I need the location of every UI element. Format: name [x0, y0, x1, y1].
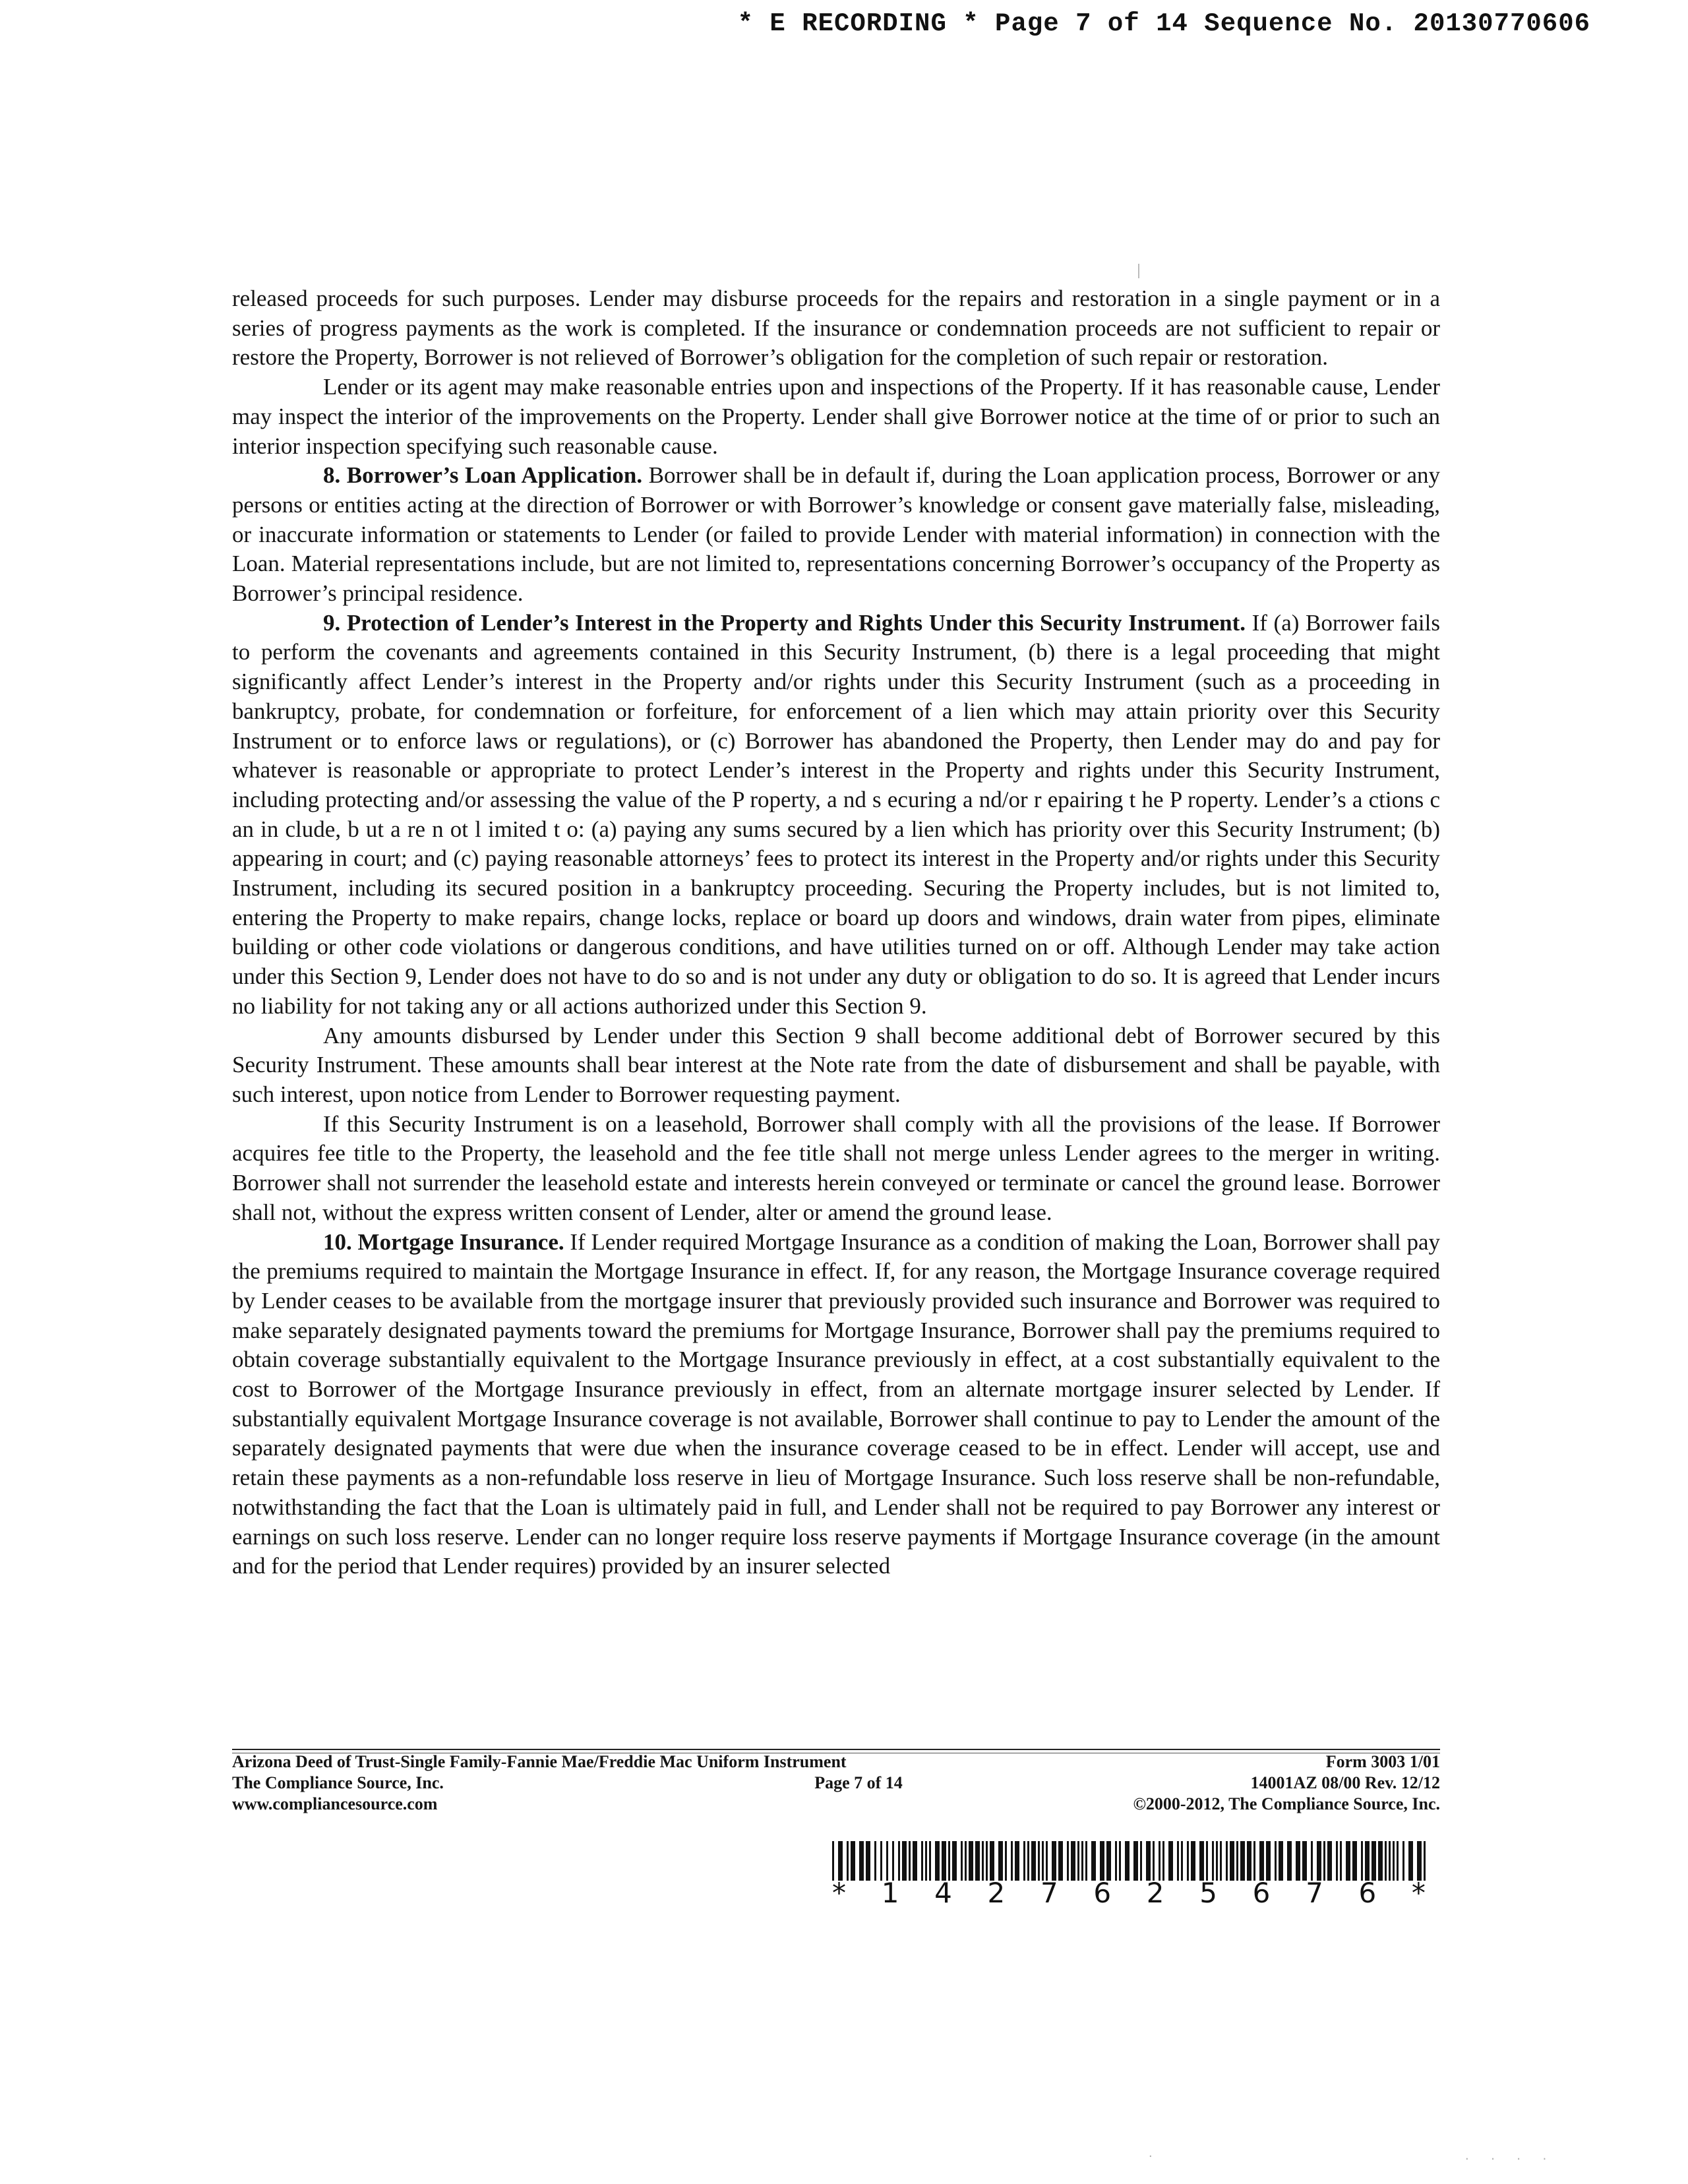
form-title: Arizona Deed of Trust-Single Family-Fannie Mae/Freddie Mac Uniform Instrument [232, 1752, 847, 1771]
barcode-bar [1378, 1841, 1383, 1881]
barcode-bar [1046, 1841, 1048, 1881]
paragraph-inspections: Lender or its agent may make reasonable entries upon and inspections of the Property. If it has reasonable cause, Lender may inspect the interior of the improvements on the Property. Lender shall give Borrower notice at the time of or prior to such an interior inspection specifying such reasonable cause. [232, 374, 1440, 459]
barcode-bar [1199, 1841, 1204, 1881]
barcode-bar [1052, 1841, 1056, 1881]
barcode-bar [1336, 1841, 1338, 1881]
barcode-bar [1424, 1841, 1426, 1881]
barcode-bar [935, 1841, 940, 1881]
barcode-bar [1159, 1841, 1160, 1881]
barcode-bar [1372, 1841, 1376, 1881]
barcode-bar [929, 1841, 931, 1881]
barcode-char: 6 [1093, 1877, 1112, 1909]
barcode-bar [913, 1841, 917, 1881]
section-10-heading: 10. Mortgage Insurance. [323, 1228, 564, 1255]
barcode-bar [1317, 1841, 1321, 1881]
barcode-bar [1058, 1841, 1063, 1881]
barcode-bar [892, 1841, 894, 1881]
barcode-bar [1081, 1841, 1083, 1881]
barcode-bar [1115, 1841, 1117, 1881]
barcode-bar [925, 1841, 927, 1881]
form-code: 14001AZ 08/00 Rev. 12/12 [1250, 1773, 1440, 1792]
barcode-bar [1287, 1841, 1292, 1881]
barcode-bar [1031, 1841, 1036, 1881]
barcode-bar [1181, 1841, 1183, 1881]
barcode-bar [851, 1841, 855, 1881]
barcode-bar [1327, 1841, 1332, 1881]
barcode-bar [1240, 1841, 1245, 1881]
page-number: Page 7 of 14 [814, 1773, 903, 1792]
barcode-bar [1402, 1841, 1404, 1881]
barcode-bar [1253, 1841, 1255, 1881]
barcode-bar [1340, 1841, 1342, 1881]
barcode-bar [965, 1841, 967, 1881]
barcode-char: * [1411, 1877, 1426, 1909]
barcode-bar [902, 1841, 907, 1881]
barcode-bar [1266, 1841, 1271, 1881]
barcode-bar [1279, 1841, 1283, 1881]
barcode-bar [1038, 1841, 1040, 1881]
barcode-char: 5 [1199, 1877, 1217, 1909]
barcode-bar [1393, 1841, 1395, 1881]
paragraph-amounts-disbursed: Any amounts disbursed by Lender under this Section 9 shall become additional debt of Borrower secured by this Security Instrument. These amounts shall bear interest at the Note rate from the date of disbursement and shall be payable, with such interest, upon notice from Lender to Borrower requesting payment. [232, 1022, 1440, 1107]
barcode-bar [1191, 1841, 1195, 1881]
barcode-bar [1408, 1841, 1413, 1881]
barcode-bar [1352, 1841, 1357, 1881]
barcode [832, 1841, 1426, 1881]
barcode-bar [1259, 1841, 1264, 1881]
paragraph-leasehold: If this Security Instrument is on a leasehold, Borrower shall comply with all the provisions of the lease. If Borrower acquires fee title to the Property, the leasehold and the fee title shall not merge unless Lender agrees to the merger in writing. Borrower shall not surrender the leasehold estate and interests herein conveyed or terminate or cancel the ground lease. Borrower shall not, without the express written consent of Lender, alter or amend the ground lease. [232, 1110, 1440, 1225]
form-footer [232, 1751, 1440, 1815]
barcode-bar [866, 1841, 870, 1881]
recording-header: * E RECORDING * Page 7 of 14 Sequence No. 20130770606 [737, 9, 1590, 38]
barcode-bar [1100, 1841, 1104, 1881]
barcode-bar [1397, 1841, 1399, 1881]
barcode-bar [1153, 1841, 1155, 1881]
section-9 [232, 609, 1440, 1021]
barcode-bar [1042, 1841, 1044, 1881]
barcode-bar [921, 1841, 923, 1881]
barcode-bar [1323, 1841, 1325, 1881]
section-9-heading: 9. Protection of Lender’s Interest in the Property and Rights Under this Security Instrument. [323, 609, 1246, 636]
barcode-bar [948, 1841, 950, 1881]
barcode-bar [1311, 1841, 1313, 1881]
barcode-bar [874, 1841, 876, 1881]
barcode-bar [961, 1841, 963, 1881]
barcode-char: 2 [1146, 1877, 1164, 1909]
section-8 [232, 461, 1440, 609]
barcode-bar [886, 1841, 888, 1881]
barcode-bar [859, 1841, 864, 1881]
barcode-bar [1168, 1841, 1173, 1881]
barcode-bar [847, 1841, 849, 1881]
barcode-bar [1365, 1841, 1370, 1881]
barcode-bar [1187, 1841, 1189, 1881]
scan-artifact-dots: . [1147, 2148, 1160, 2160]
barcode-bar [1417, 1841, 1422, 1881]
barcode-bar [1302, 1841, 1307, 1881]
barcode-bar [1220, 1841, 1222, 1881]
barcode-bar [1005, 1841, 1007, 1881]
barcode-bar [1015, 1841, 1019, 1881]
barcode-bar [969, 1841, 973, 1881]
barcode-bar [1389, 1841, 1391, 1881]
barcode-bar [1177, 1841, 1179, 1881]
barcode-bar [1091, 1841, 1096, 1881]
barcode-bar [1106, 1841, 1111, 1881]
barcode-bar [1077, 1841, 1079, 1881]
barcode-bar [990, 1841, 994, 1881]
barcode-bar [1023, 1841, 1025, 1881]
barcode-bar [1119, 1841, 1121, 1881]
barcode-bar [1216, 1841, 1218, 1881]
barcode-bar [1011, 1841, 1013, 1881]
barcode-bar [952, 1841, 957, 1881]
paragraph-released-proceeds: released proceeds for such purposes. Lender may disburse proceeds for the repairs and restoration in a single payment or in a series of progress payments as the work is completed. If the insurance or condemnation proceeds are not sufficient to repair or restore the Property, Borrower is not relieved of Borrower’s obligation for the completion of such repair or restoration. [232, 286, 1440, 371]
company-name: The Compliance Source, Inc. [232, 1773, 444, 1792]
barcode-char: 1 [881, 1877, 899, 1909]
barcode-bar [986, 1841, 988, 1881]
barcode-bar [1146, 1841, 1151, 1881]
barcode-bar [942, 1841, 946, 1881]
barcode-bar [1125, 1841, 1130, 1881]
section-8-text: Borrower shall be in default if, during the Loan application process, Borrower or any persons or entities acting at the direction of Borrower or with Borrower’s knowledge or consent gave materially false, misleading, or inaccurate information or statements to Lender (or failed to provide Lender with material information) in connection with the Loan. Material representations include, but are not limited to, representations concerning Borrower’s occupancy of the Property as Borrower’s principal residence. [232, 462, 1440, 607]
section-10 [232, 1228, 1440, 1581]
footer-row [232, 1794, 1440, 1815]
barcode-bar [880, 1841, 882, 1881]
barcode-bar [1226, 1841, 1228, 1881]
barcode-text [832, 1877, 1426, 1909]
barcode-char: 7 [1040, 1877, 1058, 1909]
barcode-char: 2 [987, 1877, 1006, 1909]
barcode-char: 6 [1358, 1877, 1377, 1909]
section-8-heading: 8. Borrower’s Loan Application. [323, 462, 643, 489]
barcode-bar [1071, 1841, 1075, 1881]
barcode-bar [909, 1841, 911, 1881]
barcode-bar [1236, 1841, 1238, 1881]
company-website: www.compliancesource.com [232, 1794, 438, 1813]
barcode-bar [1212, 1841, 1214, 1881]
scan-artifact-dots: . . . . [1464, 2151, 1555, 2163]
barcode-bar [898, 1841, 900, 1881]
barcode-char: 6 [1252, 1877, 1271, 1909]
barcode-char: 4 [934, 1877, 952, 1909]
barcode-bar [838, 1841, 843, 1881]
barcode-bar [1296, 1841, 1300, 1881]
barcode-bar [1206, 1841, 1208, 1881]
barcode-bar [982, 1841, 984, 1881]
barcode-bar [1230, 1841, 1234, 1881]
scan-artifact-mark [1138, 264, 1139, 278]
barcode-bar [1067, 1841, 1069, 1881]
barcode-bar [1027, 1841, 1029, 1881]
barcode-bar [1346, 1841, 1350, 1881]
footer-rule [232, 1749, 1440, 1750]
barcode-bar [1275, 1841, 1277, 1881]
barcode-char: * [832, 1877, 846, 1909]
barcode-bar [1247, 1841, 1251, 1881]
form-number: Form 3003 1/01 [1325, 1752, 1440, 1771]
barcode-bar [1085, 1841, 1087, 1881]
barcode-bar [1361, 1841, 1363, 1881]
section-10-text: If Lender required Mortgage Insurance as a condition of making the Loan, Borrower shall pay the premiums required to maintain the Mortgage Insurance in effect. If, for any reason, the Mortgage Insurance coverage required by Lender ceases to be available from the mortgage insurer that previously provided such insurance and Borrower was required to make separately designated payments toward the premiums for Mortgage Insurance, Borrower shall pay the premiums required to obtain coverage substantially equivalent to the Mortgage Insurance previously in effect, at a cost substantially equivalent to the cost to Borrower of the Mortgage Insurance previously in effect, from an alternate mortgage insurer selected by Lender. If substantially equivalent Mortgage Insurance coverage is not available, Borrower shall continue to pay to Lender the amount of the separately designated payments that were due when the insurance coverage ceased to be in effect. Lender will accept, use and retain these payments as a non-refundable loss reserve in lieu of Mortgage Insurance. Such loss reserve shall be non-refundable, notwithstanding the fact that the Loan is ultimately paid in full, and Lender shall not be required to pay Borrower any interest or earnings on such loss reserve. Lender can no longer require loss reserve payments if Mortgage Insurance coverage (in the amount and for the period that Lender requires) provided by an insurer selected [232, 1228, 1440, 1579]
section-9-text: If (a) Borrower fails to perform the covenants and agreements contained in this Security Instrument, (b) there is a legal proceeding that might significantly affect Lender’s interest in the Property and/or rights under this Security Instrument (such as a proceeding in bankruptcy, probate, for condemnation or forfeiture, for enforcement of a lien which may attain priority over this Security Instrument or to enforce laws or regulations), or (c) Borrower has abandoned the Property, then Lender may do and pay for whatever is reasonable or appropriate to protect Lender’s interest in the Property and rights under this Security Instrument, including protecting and/or assessing the value of the P roperty, a nd s ecuring a nd/or r epairing t he P roperty. Lender’s a ctions c an in clude, b ut a re n ot l imited t o: (a) paying any sums secured by a lien which has priority over this Security Instrument; (b) appearing in court; and (c) paying reasonable attorneys’ fees to protect its interest in the Property and/or rights under this Security Instrument, including its secured position in a bankruptcy proceeding. Securing the Property includes, but is not limited to, entering the Property to make repairs, change locks, replace or board up doors and windows, drain water from pipes, eliminate building or other code violations or dangerous conditions, and have utilities turned on or off. Although Lender may take action under this Section 9, Lender does not have to do so and is not under any duty or obligation to do so. It is agreed that Lender incurs no liability for not taking any or all actions authorized under this Section 9. [232, 609, 1440, 1019]
barcode-bar [975, 1841, 980, 1881]
barcode-char: 7 [1306, 1877, 1323, 1909]
barcode-bar [998, 1841, 1003, 1881]
barcode-bar [1140, 1841, 1142, 1881]
footer-row [232, 1751, 1440, 1773]
barcode-bar [1385, 1841, 1387, 1881]
copyright-notice: ©2000-2012, The Compliance Source, Inc. [1133, 1794, 1440, 1813]
barcode-bar [832, 1841, 834, 1881]
barcode-bar [1162, 1841, 1164, 1881]
barcode-bar [1133, 1841, 1138, 1881]
document-body [232, 284, 1440, 1581]
footer-row [232, 1773, 1440, 1794]
